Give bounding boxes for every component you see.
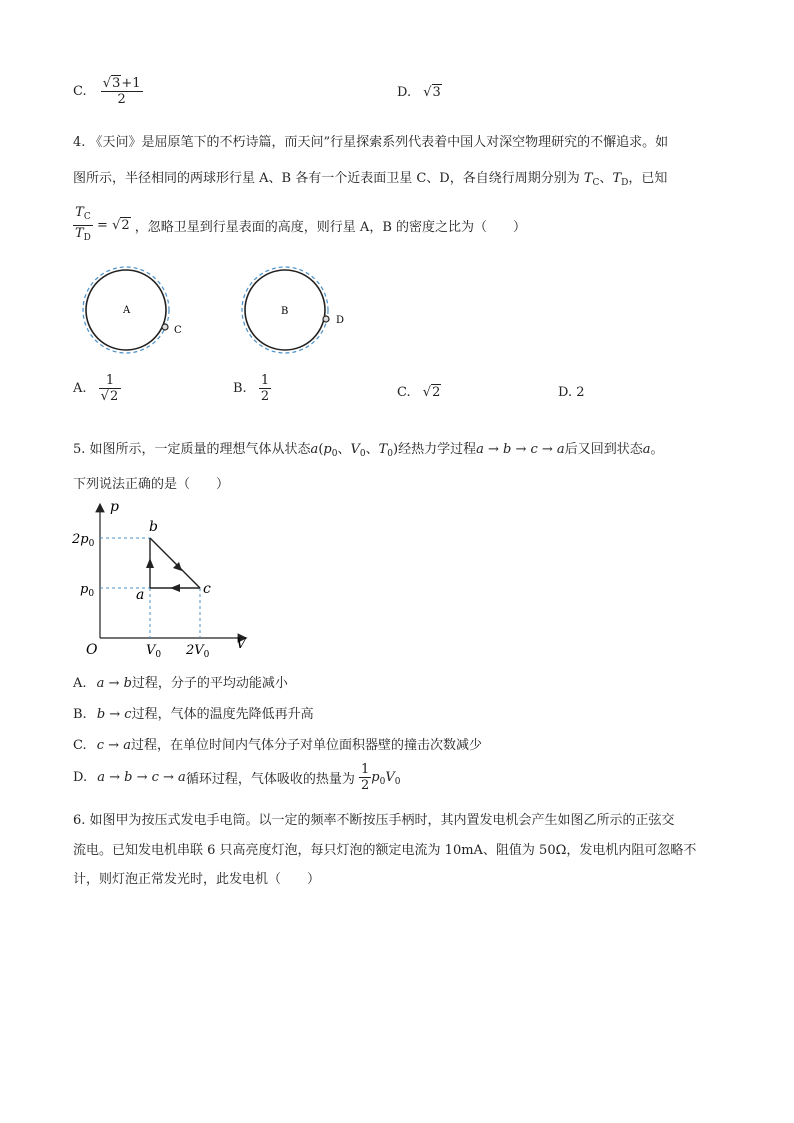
q3-option-c[interactable] [73, 76, 143, 107]
q5-pv-graph [70, 496, 270, 661]
q3-option-d-label: D. [397, 85, 412, 100]
label-p0: $p_0$ [80, 582, 95, 599]
q6-stem-line2: 流电。已知发电机串联 6 只高亮度灯泡，每只灯泡的额定电流为 10mA、阻值为 50Ω，发电机内阻可忽略不 [73, 843, 697, 858]
q3-option-c-fraction: $\frac{√3+1}{2}$ [102, 76, 141, 107]
q4-stem-line3: $\frac{T_C}{T_D}$ = √2 ，忽略卫星到行星表面的高度，则行星 A，B 的密度之比为（ ） [73, 205, 526, 246]
planet-b [242, 267, 344, 353]
origin-label: O [86, 642, 98, 658]
q4-stem-line1: 4. 《天问》是屈原笔下的不朽诗篇，而天问”行星探索系列代表着中国人对深空物理研究的不懈追求。如 [73, 135, 669, 150]
q3-option-d[interactable] [397, 85, 442, 100]
q4-option-a[interactable]: A. $\frac{1}{√2}$ [73, 373, 121, 404]
point-c-label: c [203, 581, 211, 597]
q5-option-a[interactable]: A. a → b过程，分子的平均动能减小 [73, 676, 288, 691]
q4-option-b[interactable]: B. $\frac{1}{2}$ [233, 373, 270, 404]
v-axis-label: V [236, 636, 247, 652]
process-b-c [150, 538, 200, 588]
q6-stem-line1: 6. 如图甲为按压式发电手电筒。以一定的频率不断按压手柄时，其内置发电机会产生如图乙所示的正弦交 [73, 813, 675, 828]
q3-option-d-value: √3 [423, 85, 441, 100]
planet-b-label: B [281, 306, 289, 317]
label-2p0: $2p_0$ [72, 532, 95, 549]
q5-option-b[interactable]: B. b → c过程，气体的温度先降低再升高 [73, 707, 314, 722]
q5-stem-line2: 下列说法正确的是（ ） [73, 477, 230, 492]
planet-a-label: A [123, 305, 131, 316]
q3-option-c-label: C. [73, 84, 87, 99]
q6-stem-line3: 计，则灯泡正常发光时，此发电机（ ） [73, 872, 321, 887]
q4-period-ratio: $\frac{T_C}{T_D}$ [75, 205, 91, 243]
q5-stem-line1: 5. 如图所示，一定质量的理想气体从状态$a(p_0$、$V_0$、$T_0$)经热力学过程a → b → c → a后又回到状态a。 [73, 442, 664, 459]
q5-option-c[interactable]: C. c → a过程，在单位时间内气体分子对单位面积器壁的撞击次数减少 [73, 738, 482, 753]
satellite-d-icon [323, 316, 329, 322]
satellite-c-icon [162, 324, 168, 330]
q4-option-d[interactable]: D. 2 [558, 385, 585, 400]
satellite-d-label: D [336, 315, 345, 326]
planet-a [83, 267, 182, 353]
point-a-label: a [136, 587, 145, 603]
q4-planets-figure [70, 260, 370, 370]
q4-option-c[interactable]: C. √2 [397, 385, 441, 400]
label-2v0: $2V_0$ [186, 643, 210, 660]
p-axis-label: p [110, 499, 119, 515]
label-v0: $V_0$ [146, 643, 162, 660]
satellite-c-label: C [174, 325, 182, 336]
q4-stem-line2: 图所示，半径相同的两球形行星 A、B 各有一个近表面卫星 C、D，各自绕行周期分别为 $T_C$、$T_D$，已知 [73, 171, 668, 188]
q5-option-d[interactable]: D. a → b → c → a循环过程，气体吸收的热量为 $\frac{1}{2}$ $p_0V_0$ [73, 762, 401, 793]
point-b-label: b [149, 519, 158, 535]
